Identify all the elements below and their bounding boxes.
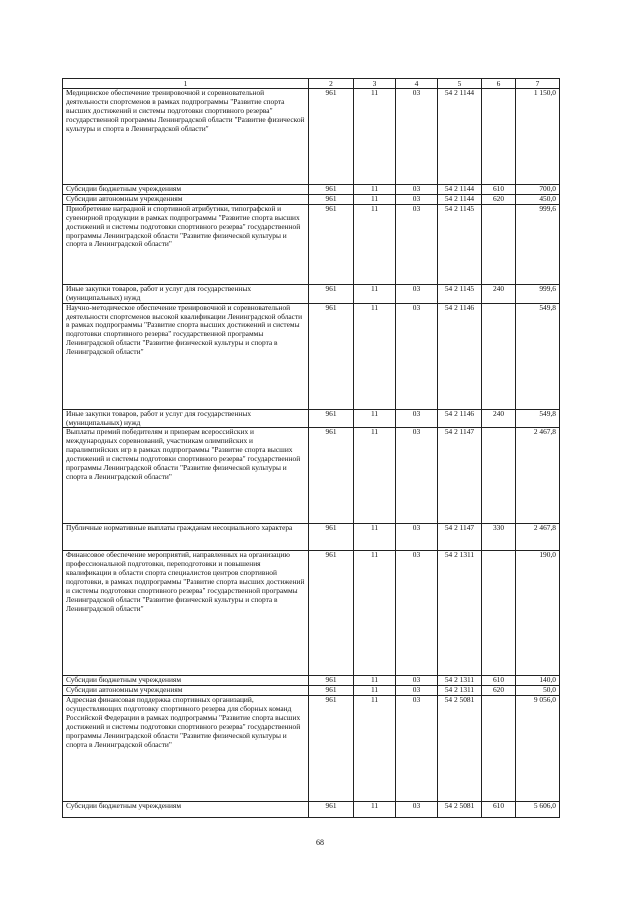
subsection-code-cell: 03 xyxy=(396,428,438,524)
table-row xyxy=(63,524,560,551)
table-row xyxy=(63,428,560,524)
target-article-cell: 54 2 1144 xyxy=(438,89,482,185)
row-name-cell: Субсидии автономным учреждениям xyxy=(63,686,309,696)
target-article-cell: 54 2 1146 xyxy=(438,303,482,409)
target-article-cell: 54 2 1311 xyxy=(438,676,482,686)
table-row xyxy=(63,194,560,204)
column-header: 6 xyxy=(482,79,516,89)
section-code-cell: 11 xyxy=(354,696,396,802)
amount-cell: 2 467,8 xyxy=(516,524,560,551)
expense-type-cell xyxy=(482,428,516,524)
expense-type-cell: 240 xyxy=(482,409,516,428)
table-row xyxy=(63,676,560,686)
row-name-cell: Научно-методическое обеспечение тренировочной и соревновательной деятельности спортсменов высокой квалификации Ленинградской области в рамках подпрограммы "Развитие спорта высших достижений и системы подготовки спортивного резерва" государственной программы Ленинградской области "Развитие физической культуры и спорта в Ленинградской области" xyxy=(63,303,309,409)
target-article-cell: 54 2 1145 xyxy=(438,284,482,303)
expense-type-cell: 610 xyxy=(482,676,516,686)
target-article-cell: 54 2 1146 xyxy=(438,409,482,428)
ministry-code-cell: 961 xyxy=(309,524,354,551)
row-name-cell: Медицинское обеспечение тренировочной и соревновательной деятельности спортсменов в рамках подпрограммы "Развитие спорта высших достижений и системы подготовки спортивного резерва" государственной программы Ленинградской области "Развитие физической культуры и спорта в Ленинградской области" xyxy=(63,89,309,185)
section-code-cell: 11 xyxy=(354,204,396,284)
table-row xyxy=(63,89,560,185)
subsection-code-cell: 03 xyxy=(396,284,438,303)
column-header: 7 xyxy=(516,79,560,89)
row-name-cell: Субсидии бюджетным учреждениям xyxy=(63,185,309,195)
column-header: 4 xyxy=(396,79,438,89)
budget-table xyxy=(62,78,560,818)
amount-cell: 1 150,0 xyxy=(516,89,560,185)
row-name-cell: Приобретение наградной и спортивной атрибутики, типографской и сувенирной продукции в рамках подпрограммы "Развитие спорта высших достижений и системы подготовки спортивного резерва" государственной программы Ленинградской области "Развитие физической культуры и спорта в Ленинградской области" xyxy=(63,204,309,284)
section-code-cell: 11 xyxy=(354,676,396,686)
amount-cell: 700,0 xyxy=(516,185,560,195)
expense-type-cell: 620 xyxy=(482,686,516,696)
ministry-code-cell: 961 xyxy=(309,204,354,284)
target-article-cell: 54 2 5081 xyxy=(438,696,482,802)
row-name-cell: Субсидии бюджетным учреждениям xyxy=(63,802,309,818)
target-article-cell: 54 2 1147 xyxy=(438,428,482,524)
target-article-cell: 54 2 1144 xyxy=(438,194,482,204)
ministry-code-cell: 961 xyxy=(309,428,354,524)
row-name-cell: Финансовое обеспечение мероприятий, направленных на организацию профессиональной подготовки, переподготовки и повышения квалификации в области спорта специалистов центров спортивной подготовки, в рамках подпрограммы "Развитие спорта высших достижений и системы подготовки спортивного резерва" государственной программы Ленинградской области "Развитие физической культуры и спорта в Ленинградской области" xyxy=(63,551,309,676)
row-name-cell: Выплаты премий победителям и призерам всероссийских и международных соревнований, участникам олимпийских и паралимпийских игр в рамках подпрограммы "Развитие спорта высших достижений и системы подготовки спортивного резерва" государственной программы Ленинградской области "Развитие физической культуры и спорта в Ленинградской области" xyxy=(63,428,309,524)
target-article-cell: 54 2 5081 xyxy=(438,802,482,818)
ministry-code-cell: 961 xyxy=(309,696,354,802)
amount-cell: 2 467,8 xyxy=(516,428,560,524)
column-header: 3 xyxy=(354,79,396,89)
subsection-code-cell: 03 xyxy=(396,89,438,185)
row-name-cell: Иные закупки товаров, работ и услуг для государственных (муниципальных) нужд xyxy=(63,409,309,428)
amount-cell: 9 056,0 xyxy=(516,696,560,802)
section-code-cell: 11 xyxy=(354,284,396,303)
section-code-cell: 11 xyxy=(354,524,396,551)
expense-type-cell: 610 xyxy=(482,185,516,195)
header-row xyxy=(63,79,560,89)
subsection-code-cell: 03 xyxy=(396,409,438,428)
amount-cell: 999,6 xyxy=(516,204,560,284)
subsection-code-cell: 03 xyxy=(396,194,438,204)
expense-type-cell: 330 xyxy=(482,524,516,551)
table-row xyxy=(63,802,560,818)
expense-type-cell xyxy=(482,551,516,676)
ministry-code-cell: 961 xyxy=(309,676,354,686)
row-name-cell: Субсидии бюджетным учреждениям xyxy=(63,676,309,686)
section-code-cell: 11 xyxy=(354,194,396,204)
expense-type-cell xyxy=(482,696,516,802)
section-code-cell: 11 xyxy=(354,89,396,185)
subsection-code-cell: 03 xyxy=(396,676,438,686)
table-row xyxy=(63,686,560,696)
target-article-cell: 54 2 1311 xyxy=(438,686,482,696)
target-article-cell: 54 2 1145 xyxy=(438,204,482,284)
column-header: 1 xyxy=(63,79,309,89)
expense-type-cell xyxy=(482,303,516,409)
table-row xyxy=(63,409,560,428)
subsection-code-cell: 03 xyxy=(396,551,438,676)
page-number: 68 xyxy=(316,838,324,847)
subsection-code-cell: 03 xyxy=(396,802,438,818)
amount-cell: 5 606,0 xyxy=(516,802,560,818)
subsection-code-cell: 03 xyxy=(396,204,438,284)
ministry-code-cell: 961 xyxy=(309,284,354,303)
table-row xyxy=(63,551,560,676)
amount-cell: 999,6 xyxy=(516,284,560,303)
section-code-cell: 11 xyxy=(354,185,396,195)
expense-type-cell xyxy=(482,89,516,185)
amount-cell: 549,8 xyxy=(516,409,560,428)
row-name-cell: Адресная финансовая поддержка спортивных организаций, осуществляющих подготовку спортивного резерва для сборных команд Российской Федерации в рамках подпрограммы "Развитие спорта высших достижений и системы подготовки спортивного резерва" государственной программы Ленинградской области "Развитие физической культуры и спорта в Ленинградской области" xyxy=(63,696,309,802)
table-row xyxy=(63,284,560,303)
ministry-code-cell: 961 xyxy=(309,409,354,428)
row-name-cell: Субсидии автономным учреждениям xyxy=(63,194,309,204)
section-code-cell: 11 xyxy=(354,686,396,696)
ministry-code-cell: 961 xyxy=(309,89,354,185)
row-name-cell: Иные закупки товаров, работ и услуг для государственных (муниципальных) нужд xyxy=(63,284,309,303)
section-code-cell: 11 xyxy=(354,409,396,428)
section-code-cell: 11 xyxy=(354,303,396,409)
column-header: 2 xyxy=(309,79,354,89)
ministry-code-cell: 961 xyxy=(309,303,354,409)
table-row xyxy=(63,185,560,195)
amount-cell: 549,8 xyxy=(516,303,560,409)
amount-cell: 140,0 xyxy=(516,676,560,686)
subsection-code-cell: 03 xyxy=(396,524,438,551)
subsection-code-cell: 03 xyxy=(396,185,438,195)
expense-type-cell: 610 xyxy=(482,802,516,818)
section-code-cell: 11 xyxy=(354,802,396,818)
section-code-cell: 11 xyxy=(354,428,396,524)
section-code-cell: 11 xyxy=(354,551,396,676)
expense-type-cell: 240 xyxy=(482,284,516,303)
column-header: 5 xyxy=(438,79,482,89)
table-row xyxy=(63,696,560,802)
expense-type-cell: 620 xyxy=(482,194,516,204)
ministry-code-cell: 961 xyxy=(309,802,354,818)
ministry-code-cell: 961 xyxy=(309,194,354,204)
amount-cell: 50,0 xyxy=(516,686,560,696)
row-name-cell: Публичные нормативные выплаты гражданам несоциального характера xyxy=(63,524,309,551)
table-row xyxy=(63,303,560,409)
ministry-code-cell: 961 xyxy=(309,686,354,696)
amount-cell: 190,0 xyxy=(516,551,560,676)
table-row xyxy=(63,204,560,284)
ministry-code-cell: 961 xyxy=(309,551,354,676)
subsection-code-cell: 03 xyxy=(396,686,438,696)
target-article-cell: 54 2 1147 xyxy=(438,524,482,551)
subsection-code-cell: 03 xyxy=(396,696,438,802)
subsection-code-cell: 03 xyxy=(396,303,438,409)
target-article-cell: 54 2 1311 xyxy=(438,551,482,676)
amount-cell: 450,0 xyxy=(516,194,560,204)
ministry-code-cell: 961 xyxy=(309,185,354,195)
target-article-cell: 54 2 1144 xyxy=(438,185,482,195)
expense-type-cell xyxy=(482,204,516,284)
